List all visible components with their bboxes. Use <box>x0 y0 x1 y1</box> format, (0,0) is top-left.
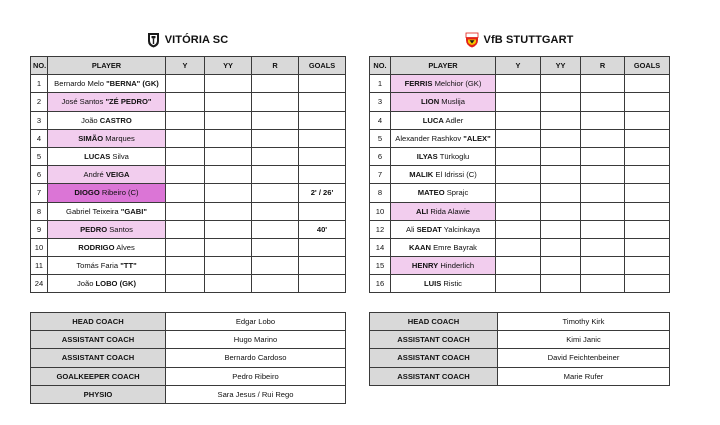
away-lineup-table <box>369 56 670 293</box>
away-header-row <box>370 57 670 75</box>
player-number: 14 <box>370 238 391 256</box>
goals-cell <box>625 129 670 147</box>
player-name <box>391 166 496 184</box>
second-yellow-cell <box>205 238 252 256</box>
second-yellow-cell <box>205 202 252 220</box>
second-yellow-cell <box>205 257 252 275</box>
player-name-bold: "TT" <box>120 261 137 271</box>
goals-cell <box>625 238 670 256</box>
player-name-bold: LOBO (GK) <box>95 279 137 289</box>
player-number: 5 <box>370 129 391 147</box>
col-y-header: Y <box>496 57 541 75</box>
player-number: 10 <box>370 202 391 220</box>
home-header-row <box>31 57 346 75</box>
player-name-bold: "ALEX" <box>463 133 491 143</box>
yellow-card-cell <box>166 184 205 202</box>
player-name-bold: RODRIGO <box>78 242 115 252</box>
player-name-bold: ILYAS <box>416 152 438 162</box>
vfb-stuttgart-crest-icon <box>465 32 479 48</box>
goals-cell <box>299 129 346 147</box>
player-row <box>31 257 346 275</box>
player-number: 7 <box>31 184 48 202</box>
second-yellow-cell <box>205 111 252 129</box>
yellow-card-cell <box>496 238 541 256</box>
player-number: 11 <box>31 257 48 275</box>
player-row <box>31 129 346 147</box>
goals-cell <box>299 275 346 293</box>
player-row <box>370 111 670 129</box>
red-card-cell <box>252 275 299 293</box>
player-name-post: Emre Bayrak <box>430 242 477 252</box>
player-name-post: Muslija <box>439 97 465 107</box>
staff-row <box>31 385 346 403</box>
red-card-cell <box>252 220 299 238</box>
player-name-bold: LUCAS <box>84 152 111 162</box>
player-number: 24 <box>31 275 48 293</box>
player-name-bold: LION <box>421 97 440 107</box>
player-name-post: Santos <box>107 224 133 234</box>
player-name-bold: VEIGA <box>105 170 130 180</box>
player-row <box>31 166 346 184</box>
player-number: 3 <box>31 111 48 129</box>
player-name-bold: "BERNA" (GK) <box>106 79 159 89</box>
second-yellow-cell <box>541 129 581 147</box>
red-card-cell <box>581 147 625 165</box>
goals-cell: 2' / 26' <box>299 184 346 202</box>
second-yellow-cell <box>541 184 581 202</box>
player-name <box>391 75 496 93</box>
player-name-pre: Gabriel Teixeira <box>66 206 121 216</box>
player-number: 8 <box>31 202 48 220</box>
player-name-post: Türkoglu <box>437 152 470 162</box>
yellow-card-cell <box>496 111 541 129</box>
yellow-card-cell <box>496 220 541 238</box>
player-number: 8 <box>370 184 391 202</box>
second-yellow-cell <box>205 166 252 184</box>
goals-cell <box>299 75 346 93</box>
staff-role: HEAD COACH <box>31 313 166 331</box>
staff-name: Timothy Kirk <box>498 313 670 331</box>
goals-cell <box>299 238 346 256</box>
away-staff-table <box>369 312 670 386</box>
staff-role: ASSISTANT COACH <box>370 331 498 349</box>
player-name <box>48 93 166 111</box>
col-goals-header: GOALS <box>299 57 346 75</box>
player-name-bold: MATEO <box>417 188 445 198</box>
goals-cell <box>299 111 346 129</box>
yellow-card-cell <box>496 184 541 202</box>
yellow-card-cell <box>496 166 541 184</box>
goals-cell <box>299 93 346 111</box>
player-row <box>370 202 670 220</box>
player-row <box>370 166 670 184</box>
player-name <box>48 75 166 93</box>
player-name-bold: SIMÃO <box>78 133 104 143</box>
player-name-post: Adler <box>443 115 464 125</box>
second-yellow-cell <box>205 184 252 202</box>
player-number: 16 <box>370 275 391 293</box>
red-card-cell <box>581 184 625 202</box>
player-number: 7 <box>370 166 391 184</box>
goals-cell <box>625 166 670 184</box>
red-card-cell <box>252 75 299 93</box>
staff-name: Pedro Ribeiro <box>166 367 346 385</box>
goals-cell <box>625 220 670 238</box>
goals-cell <box>625 93 670 111</box>
player-name-post: Ribeiro (C) <box>99 188 139 198</box>
goals-cell <box>625 184 670 202</box>
player-name-post: Yalcinkaya <box>441 224 480 234</box>
yellow-card-cell <box>166 220 205 238</box>
red-card-cell <box>581 129 625 147</box>
staff-role: HEAD COACH <box>370 313 498 331</box>
player-name-post: El Idrissi (C) <box>433 170 477 180</box>
second-yellow-cell <box>205 220 252 238</box>
yellow-card-cell <box>166 166 205 184</box>
player-name-post: Melchior (GK) <box>432 79 482 89</box>
second-yellow-cell <box>541 257 581 275</box>
player-name <box>48 238 166 256</box>
player-row <box>370 220 670 238</box>
player-name-pre: André <box>83 170 106 180</box>
yellow-card-cell <box>166 129 205 147</box>
home-staff-table <box>30 312 346 404</box>
player-name-bold: HENRY <box>411 261 439 271</box>
staff-role: ASSISTANT COACH <box>31 331 166 349</box>
second-yellow-cell <box>541 238 581 256</box>
player-name-bold: MALIK <box>409 170 434 180</box>
staff-role: ASSISTANT COACH <box>31 349 166 367</box>
home-team-header <box>30 30 345 50</box>
goals-cell <box>299 202 346 220</box>
yellow-card-cell <box>166 75 205 93</box>
player-row <box>370 75 670 93</box>
red-card-cell <box>581 202 625 220</box>
player-row <box>370 275 670 293</box>
second-yellow-cell <box>541 275 581 293</box>
yellow-card-cell <box>166 275 205 293</box>
player-name-pre: José Santos <box>61 97 106 107</box>
player-name-pre: João <box>76 279 96 289</box>
red-card-cell <box>252 238 299 256</box>
staff-row <box>370 313 670 331</box>
player-number: 15 <box>370 257 391 275</box>
player-name <box>48 129 166 147</box>
staff-name: Marie Rufer <box>498 367 670 385</box>
staff-role: ASSISTANT COACH <box>370 367 498 385</box>
player-name <box>48 257 166 275</box>
player-name-pre: Alexander Rashkov <box>395 133 464 143</box>
player-row <box>370 129 670 147</box>
second-yellow-cell <box>541 147 581 165</box>
red-card-cell <box>581 220 625 238</box>
player-name-pre: Tomás Faria <box>76 261 121 271</box>
player-row <box>370 257 670 275</box>
player-number: 2 <box>31 93 48 111</box>
player-name-post: Silva <box>110 152 129 162</box>
player-row <box>370 238 670 256</box>
player-number: 1 <box>370 75 391 93</box>
player-name-post: Ristic <box>441 279 462 289</box>
red-card-cell <box>252 111 299 129</box>
staff-name: Bernardo Cardoso <box>166 349 346 367</box>
yellow-card-cell <box>496 202 541 220</box>
player-name-bold: DIOGO <box>74 188 100 198</box>
red-card-cell <box>252 147 299 165</box>
staff-role: PHYSIO <box>31 385 166 403</box>
second-yellow-cell <box>541 93 581 111</box>
staff-row <box>31 331 346 349</box>
goals-cell <box>625 75 670 93</box>
player-number: 5 <box>31 147 48 165</box>
player-name <box>48 220 166 238</box>
player-name-bold: SEDAT <box>416 224 442 234</box>
player-name-bold: "ZÉ PEDRO" <box>105 97 152 107</box>
player-name <box>391 93 496 111</box>
goals-cell <box>299 166 346 184</box>
yellow-card-cell <box>496 75 541 93</box>
player-name-bold: KAAN <box>409 242 431 252</box>
player-row <box>31 93 346 111</box>
col-goals-header: GOALS <box>625 57 670 75</box>
col-yy-header: YY <box>205 57 252 75</box>
player-number: 6 <box>31 166 48 184</box>
col-player-header: PLAYER <box>48 57 166 75</box>
red-card-cell <box>581 111 625 129</box>
second-yellow-cell <box>541 166 581 184</box>
red-card-cell <box>581 238 625 256</box>
home-lineup-table <box>30 56 346 293</box>
player-row <box>31 147 346 165</box>
col-r-header: R <box>581 57 625 75</box>
staff-name: Edgar Lobo <box>166 313 346 331</box>
yellow-card-cell <box>166 93 205 111</box>
second-yellow-cell <box>205 75 252 93</box>
goals-cell <box>625 147 670 165</box>
col-y-header: Y <box>166 57 205 75</box>
player-number: 1 <box>31 75 48 93</box>
red-card-cell <box>252 202 299 220</box>
second-yellow-cell <box>541 111 581 129</box>
staff-name: Hugo Marino <box>166 331 346 349</box>
goals-cell <box>625 275 670 293</box>
staff-row <box>31 313 346 331</box>
staff-row <box>370 349 670 367</box>
player-number: 10 <box>31 238 48 256</box>
staff-role: GOALKEEPER COACH <box>31 367 166 385</box>
player-number: 4 <box>31 129 48 147</box>
goals-cell <box>299 147 346 165</box>
player-name-post: Sprajc <box>444 188 469 198</box>
col-yy-header: YY <box>541 57 581 75</box>
second-yellow-cell <box>541 75 581 93</box>
away-team-name: VfB STUTTGART <box>483 34 574 46</box>
player-number: 9 <box>31 220 48 238</box>
red-card-cell <box>581 93 625 111</box>
yellow-card-cell <box>496 147 541 165</box>
goals-cell <box>625 111 670 129</box>
player-name <box>48 202 166 220</box>
yellow-card-cell <box>166 238 205 256</box>
red-card-cell <box>581 166 625 184</box>
player-name <box>48 275 166 293</box>
player-name-bold: LUIS <box>424 279 442 289</box>
player-row <box>31 184 346 202</box>
player-name <box>48 111 166 129</box>
player-row <box>370 184 670 202</box>
player-name <box>391 184 496 202</box>
player-name-bold: PEDRO <box>80 224 108 234</box>
player-name <box>391 111 496 129</box>
player-name-bold: ALI <box>415 206 429 216</box>
red-card-cell <box>581 275 625 293</box>
player-name <box>391 275 496 293</box>
player-name <box>391 238 496 256</box>
second-yellow-cell <box>205 93 252 111</box>
player-name-pre: João <box>81 115 100 125</box>
player-row <box>31 111 346 129</box>
player-name <box>391 257 496 275</box>
col-player-header: PLAYER <box>391 57 496 75</box>
second-yellow-cell <box>541 220 581 238</box>
player-name-pre: Bernardo Melo <box>54 79 107 89</box>
player-name-bold: "GABI" <box>120 206 147 216</box>
player-name-post: Marques <box>103 133 135 143</box>
staff-name: Sara Jesus / Rui Rego <box>166 385 346 403</box>
yellow-card-cell <box>496 275 541 293</box>
home-team-name: VITÓRIA SC <box>164 34 229 46</box>
yellow-card-cell <box>496 93 541 111</box>
player-row <box>370 147 670 165</box>
player-number: 4 <box>370 111 391 129</box>
player-name-bold: LUCA <box>422 115 444 125</box>
goals-cell: 40' <box>299 220 346 238</box>
goals-cell <box>625 257 670 275</box>
goals-cell <box>299 257 346 275</box>
second-yellow-cell <box>205 275 252 293</box>
player-name <box>391 147 496 165</box>
yellow-card-cell <box>166 202 205 220</box>
player-row <box>31 202 346 220</box>
player-row <box>31 75 346 93</box>
staff-row <box>370 331 670 349</box>
player-name <box>48 147 166 165</box>
player-number: 6 <box>370 147 391 165</box>
goals-cell <box>625 202 670 220</box>
player-name-post: Rida Alawie <box>428 206 471 216</box>
player-name-bold: CASTRO <box>99 115 132 125</box>
yellow-card-cell <box>166 111 205 129</box>
red-card-cell <box>252 129 299 147</box>
player-row <box>31 220 346 238</box>
player-name <box>391 220 496 238</box>
player-name-bold: FERRIS <box>404 79 433 89</box>
second-yellow-cell <box>205 147 252 165</box>
player-number: 12 <box>370 220 391 238</box>
yellow-card-cell <box>166 257 205 275</box>
yellow-card-cell <box>496 129 541 147</box>
yellow-card-cell <box>166 147 205 165</box>
col-no-header: NO. <box>31 57 48 75</box>
player-name-post: Alves <box>114 242 135 252</box>
player-name-pre: Ali <box>406 224 417 234</box>
player-row <box>31 275 346 293</box>
red-card-cell <box>252 257 299 275</box>
red-card-cell <box>252 166 299 184</box>
player-name-post: Hinderlich <box>438 261 475 271</box>
red-card-cell <box>252 184 299 202</box>
col-r-header: R <box>252 57 299 75</box>
player-name <box>48 184 166 202</box>
yellow-card-cell <box>496 257 541 275</box>
player-row <box>31 238 346 256</box>
player-name <box>391 129 496 147</box>
player-name <box>391 202 496 220</box>
vitoria-crest-icon <box>147 32 160 48</box>
red-card-cell <box>581 257 625 275</box>
red-card-cell <box>252 93 299 111</box>
staff-role: ASSISTANT COACH <box>370 349 498 367</box>
staff-row <box>370 367 670 385</box>
player-number: 3 <box>370 93 391 111</box>
red-card-cell <box>581 75 625 93</box>
staff-name: David Feichtenbeiner <box>498 349 670 367</box>
player-name <box>48 166 166 184</box>
staff-name: Kimi Janic <box>498 331 670 349</box>
staff-row <box>31 367 346 385</box>
second-yellow-cell <box>205 129 252 147</box>
staff-row <box>31 349 346 367</box>
second-yellow-cell <box>541 202 581 220</box>
away-team-header <box>369 30 669 50</box>
player-row <box>370 93 670 111</box>
col-no-header: NO. <box>370 57 391 75</box>
